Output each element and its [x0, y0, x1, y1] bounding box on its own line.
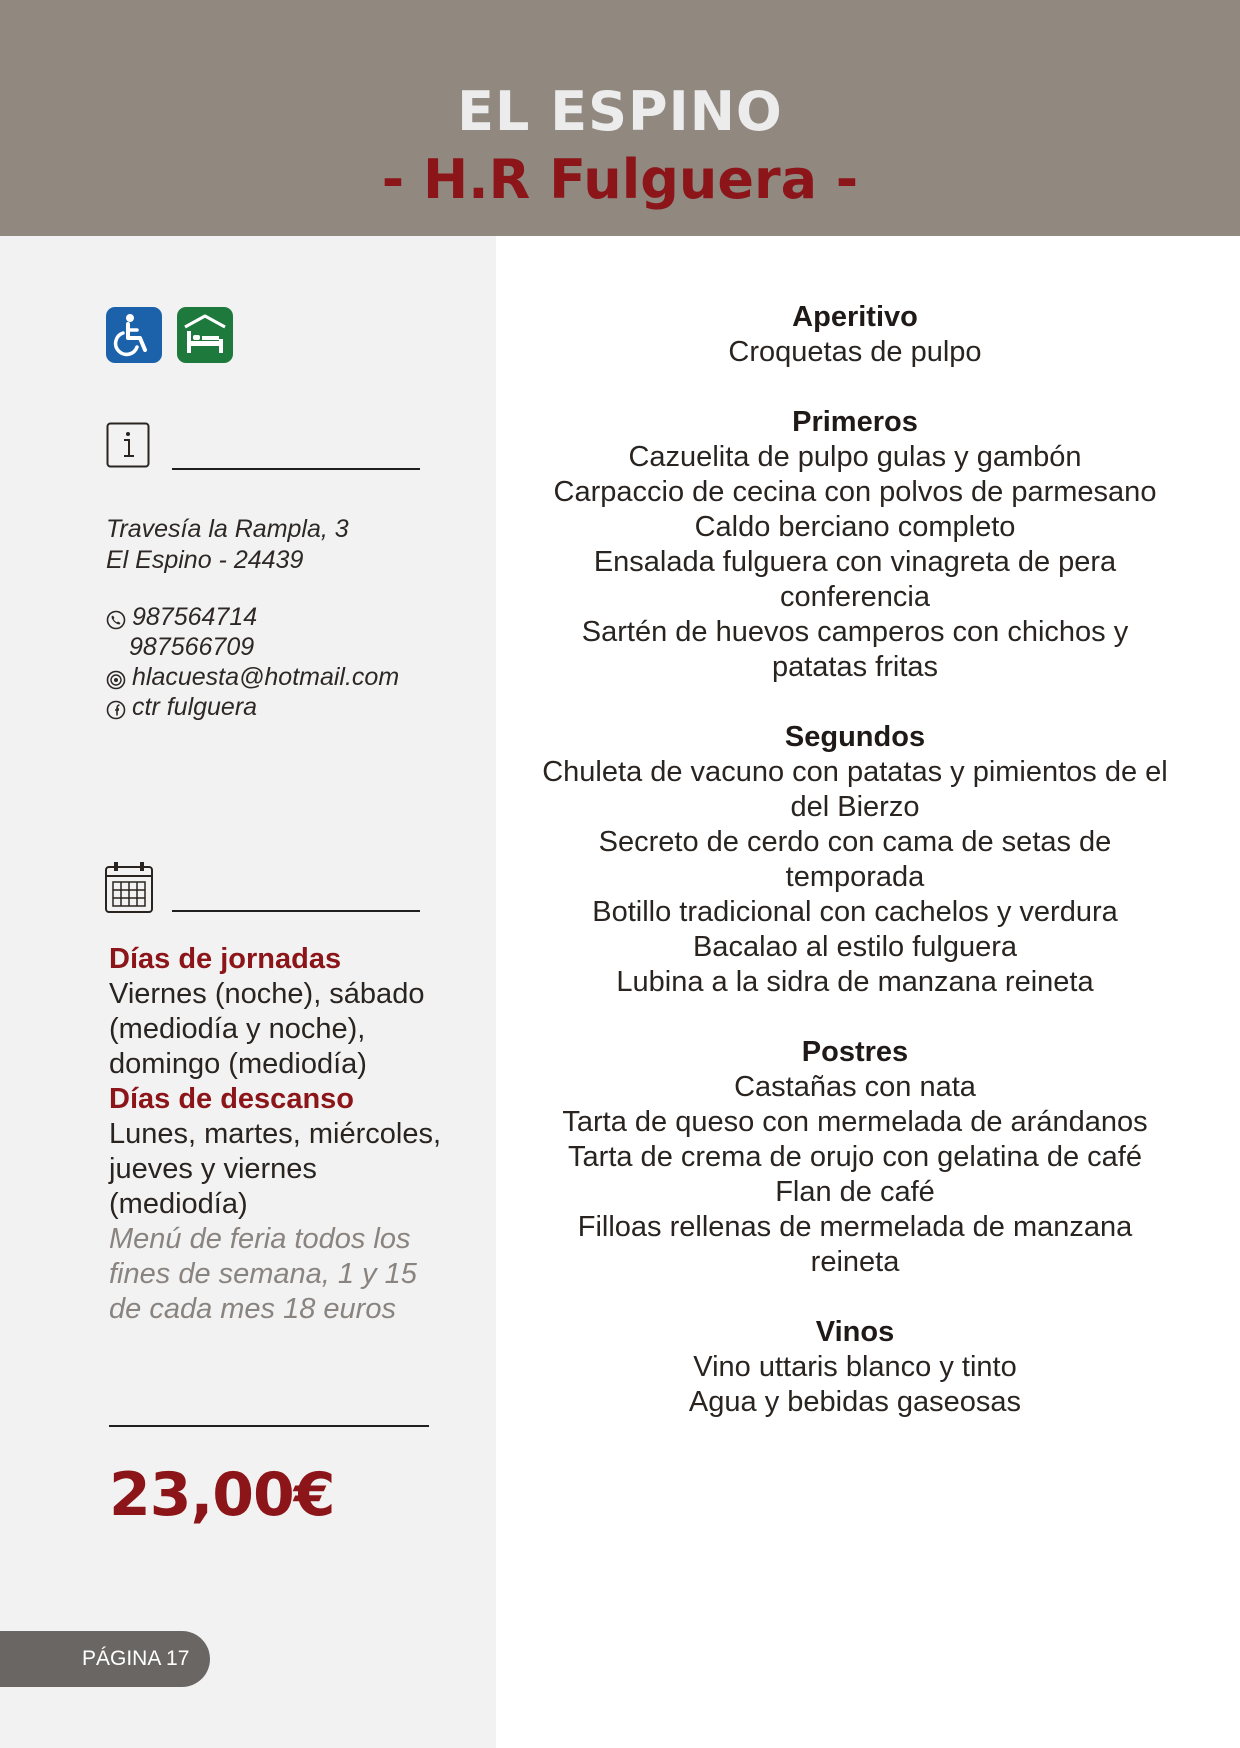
price-divider	[109, 1425, 429, 1427]
page-number-badge: PÁGINA 17	[0, 1631, 210, 1687]
section-title: Segundos	[784, 721, 926, 753]
menu-item: Croquetas de pulpo	[728, 336, 982, 368]
menu-item: Tarta de queso con mermelada de arándanos	[562, 1106, 1148, 1138]
phone-icon	[106, 607, 126, 627]
menu-item: Secreto de cerdo con cama de setas de temporada	[598, 826, 1112, 893]
menu-item: Botillo tradicional con cachelos y verdura	[592, 896, 1118, 928]
wheelchair-icon	[106, 307, 162, 363]
menu-item: Castañas con nata	[734, 1071, 976, 1103]
menu-price: 23,00€	[109, 1460, 335, 1530]
menu-section-primeros	[540, 405, 1170, 685]
info-icon	[106, 422, 150, 468]
phone-number-2[interactable]: 987566709	[129, 633, 255, 661]
menu-section-aperitivo	[540, 300, 1170, 370]
at-icon	[106, 667, 126, 687]
phone-row-2	[106, 632, 399, 662]
section-title: Primeros	[792, 406, 918, 438]
menu-section-vinos	[540, 1315, 1170, 1420]
menu-item: Caldo berciano completo	[694, 511, 1016, 543]
email-row	[106, 662, 399, 692]
section-title: Aperitivo	[792, 301, 918, 333]
rest-days-heading: Días de descanso	[109, 1083, 354, 1115]
calendar-icon	[104, 860, 154, 914]
address-line-2: El Espino - 24439	[106, 546, 304, 574]
section-title: Postres	[801, 1036, 909, 1068]
menu-item: Lubina a la sidra de manzana reineta	[616, 966, 1094, 998]
info-divider	[172, 468, 420, 470]
open-days-heading: Días de jornadas	[109, 943, 342, 975]
restaurant-title: - H.R Fulguera -	[381, 148, 859, 211]
email-link[interactable]: hlacuesta@hotmail.com	[132, 663, 400, 691]
menu-item: Agua y bebidas gaseosas	[688, 1386, 1022, 1418]
section-title: Vinos	[815, 1316, 895, 1348]
facebook-row	[106, 692, 399, 722]
menu-item: Bacalao al estilo fulguera	[692, 931, 1018, 963]
menu-list	[540, 300, 1170, 1455]
phone-number-1[interactable]: 987564714	[132, 603, 258, 631]
menu-item: Filloas rellenas de mermelada de manzana reineta	[577, 1211, 1133, 1278]
menu-item: Ensalada fulguera con vinagreta de pera conferencia	[593, 546, 1117, 613]
schedule-block	[109, 942, 449, 1327]
menu-item: Flan de café	[775, 1176, 935, 1208]
menu-item: Tarta de crema de orujo con gelatina de café	[568, 1141, 1142, 1173]
rest-days-text: Lunes, martes, miércoles, jueves y viernes (mediodía)	[109, 1118, 442, 1220]
bed-icon	[177, 307, 233, 363]
header-banner	[0, 0, 1240, 236]
calendar-divider	[172, 910, 420, 912]
open-days-text: Viernes (noche), sábado (mediodía y noche), domingo (mediodía)	[109, 978, 425, 1080]
menu-item: Cazuelita de pulpo gulas y gambón	[628, 441, 1082, 473]
contact-list	[106, 602, 399, 722]
address-line-1: Travesía la Rampla, 3	[106, 515, 349, 543]
address	[106, 514, 349, 576]
menu-section-segundos	[540, 720, 1170, 1000]
facebook-link[interactable]: ctr fulguera	[132, 693, 258, 721]
fair-menu-note: Menú de feria todos los fines de semana, 1 y 15 de cada mes 18 euros	[109, 1223, 417, 1325]
facebook-icon	[106, 697, 126, 717]
menu-item: Carpaccio de cecina con polvos de parmesano	[553, 476, 1157, 508]
town-title: EL ESPINO	[457, 80, 783, 143]
menu-item: Vino uttaris blanco y tinto	[693, 1351, 1017, 1383]
menu-section-postres	[540, 1035, 1170, 1280]
menu-item: Sartén de huevos camperos con chichos y patatas fritas	[581, 616, 1129, 683]
menu-item: Chuleta de vacuno con patatas y pimientos de el del Bierzo	[542, 756, 1168, 823]
phone-row-1	[106, 602, 399, 632]
